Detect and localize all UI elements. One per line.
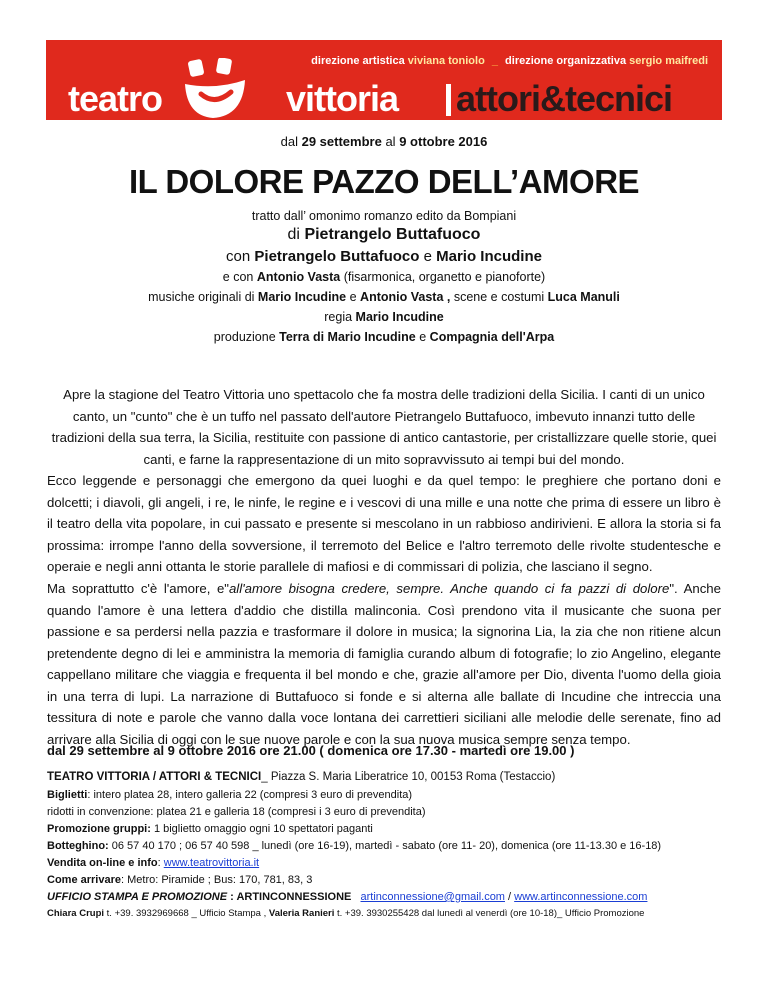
venue-line xyxy=(47,771,555,783)
production-and: e xyxy=(419,330,427,344)
boxoffice-text: 06 57 40 170 ; 06 57 40 598 _ lunedì (ore 16-19), martedì - sabato (ore 11- 20), domenica (ore 11-13.30 e 16-18) xyxy=(108,840,662,852)
press-sep: / xyxy=(504,891,515,903)
transport-text: : Metro: Piramide ; Bus: 170, 781, 83, 3 xyxy=(121,874,313,886)
box-office-line xyxy=(47,840,661,852)
smiley-logo-icon xyxy=(181,58,251,120)
direction-name: Mario Incudine xyxy=(355,310,444,324)
contact-1-name: Chiara Crupi xyxy=(47,908,105,919)
paragraph-3 xyxy=(47,578,721,750)
cast2-pre: e con xyxy=(222,270,254,284)
online-sales-line xyxy=(47,857,259,869)
press-label: UFFICIO STAMPA E PROMOZIONE xyxy=(47,891,228,903)
press-office-line xyxy=(47,891,647,903)
credits-line xyxy=(40,290,728,304)
online-label: Vendita on-line e info xyxy=(47,857,158,869)
dates-pre: dal xyxy=(280,134,298,149)
credits-separator: _ xyxy=(491,55,498,67)
cast2-name: Antonio Vasta xyxy=(256,270,341,284)
sets-name: Luca Manuli xyxy=(547,290,620,304)
para3-start: Ma soprattutto c'è l'amore, e" xyxy=(47,581,229,596)
cast2-role: (fisarmonica, organetto e pianoforte) xyxy=(343,270,546,284)
cast-pre: con xyxy=(226,248,251,265)
contacts-line xyxy=(47,908,644,919)
date-from: 29 settembre xyxy=(301,134,382,149)
artinconnessione-link[interactable]: www.artinconnessione.com xyxy=(514,891,648,903)
credits-name-1: viviana toniolo xyxy=(407,55,485,67)
logo-teatro: teatro xyxy=(68,78,163,119)
production-2: Compagnia dell'Arpa xyxy=(429,330,555,344)
production-1: Terra di Mario Incudine xyxy=(279,330,416,344)
cast-line xyxy=(40,248,728,265)
groups-text: 1 biglietto omaggio ogni 10 spettatori paganti xyxy=(150,823,373,835)
intro-paragraph: Apre la stagione del Teatro Vittoria uno spettacolo che fa mostra delle tradizioni della Sicilia. I canti di un unico canto, un "cunto" che è un tuffo nel passato dell'autore Pietrangelo Buttafuoco, imbevuto innanzi tutto delle tradizioni della sua terra, la Sicilia, restituite con passione di antico cantastorie, per cristallizzare quelle storie, quei canti, e farne la rappresentazione di un mito sopravvissuto ai tempi bui del mondo. xyxy=(51,387,717,467)
groups-label: Promozione gruppi: xyxy=(47,823,151,835)
source-novel: tratto dall’ omonimo romanzo edito da Bompiani xyxy=(251,209,517,223)
paragraph-2: Ecco leggende e personaggi che emergono da quei luoghi e da quel tempo: le preghiere che portano doni e dolcetti; i diavoli, gli angeli, i re, le ninfe, le regine e i vescovi di una mille e una notte che prima di essere un libro è il teatro della vita popolare, in cui passato e presente si mescolano in un rabbioso andirivieni. E allora la storia si fa prossima: irrompe l'anno della sovversione, il terremoto del Belice e l'altro terremoto delle rivolte studentesche e operaie e negli anni ottanta le storie parallele di mafiosi e di commissari di polizia, che lasciano il segno. xyxy=(47,473,721,574)
logo-attori-tecnici: attori&tecnici xyxy=(456,78,673,119)
music-2: Antonio Vasta , xyxy=(360,290,451,304)
contact-2-name: Valeria Ranieri xyxy=(268,908,335,919)
venue-address: _ Piazza S. Maria Liberatrice 10, 00153 Roma (Testaccio) xyxy=(261,771,556,783)
contact-1-text: t. +39. 3932969668 _ Ufficio Stampa , xyxy=(104,908,267,919)
tickets-label: Biglietti xyxy=(47,789,88,801)
para3-quote: all'amore bisogna credere, sempre. Anche quando ci fa pazzi di dolore xyxy=(228,581,670,596)
credits-label-1: direzione artistica xyxy=(311,55,405,67)
author-name: Pietrangelo Buttafuoco xyxy=(304,226,481,243)
directions-line xyxy=(47,874,312,886)
transport-label: Come arrivare xyxy=(47,874,121,886)
author-line xyxy=(40,226,728,244)
direction-pre: regia xyxy=(324,310,353,324)
author-pre: di xyxy=(287,226,300,243)
contact-2-text: t. +39. 3930255428 dal lunedì al venerdì (ore 10-18)_ Ufficio Promozione xyxy=(334,908,645,919)
cast-1: Pietrangelo Buttafuoco xyxy=(254,248,420,265)
teatrovittoria-link[interactable]: www.teatrovittoria.it xyxy=(163,857,260,869)
music-and: e xyxy=(349,290,357,304)
credits-label-2: direzione organizzativa xyxy=(505,55,627,67)
sets-pre: scene e costumi xyxy=(453,290,545,304)
production-pre: produzione xyxy=(213,330,276,344)
banner-credits xyxy=(311,55,708,67)
dates-mid: al xyxy=(385,134,396,149)
logo-divider xyxy=(446,84,451,116)
music-1: Mario Incudine xyxy=(257,290,347,304)
reduced-tickets-line: ridotti in convenzione: platea 21 e galleria 18 (compresi i 3 euro di prevendita) xyxy=(47,806,426,818)
cast-and: e xyxy=(423,248,432,265)
run-dates xyxy=(40,134,728,149)
para3-end: ". Anche quando l'amore è una lettera d'addio che distilla malinconia. Così prendono vita il musicante che suona per passione e sa perdersi nella pazzia e trasformare il dolore in musica; la signorina Lia, la zia che non ritiene alcun pretendente degno di lei e amministra la memoria di famiglia curando album di fotografie; lo zio Angelino, elegante cappellano militare che viaggia e frequenta il bel mondo e che, grazie all'amore per Dio, diventa l'uomo della gioia in una terra di lupi. La narrazione di Buttafuoco si fonde e si alterna alle ballate di Incudine che intreccia una tessitura di note e parole che vanno dalla voce lontana dei carrettieri siciliani alle melodie delle serenate, fino ad arrivare alla Sicilia di oggi con le sue nuove parole e con la sua nuova musica sempre senza tempo. xyxy=(47,581,721,747)
venue-name: TEATRO VITTORIA / ATTORI & TECNICI xyxy=(47,771,262,783)
press-email-link[interactable]: artinconnessione@gmail.com xyxy=(360,891,505,903)
cast-2: Mario Incudine xyxy=(436,248,542,265)
press-org: : ARTINCONNESSIONE xyxy=(227,891,352,903)
direction-line xyxy=(40,310,728,324)
tickets-line xyxy=(47,789,412,801)
tickets-text: : intero platea 28, intero galleria 22 (compresi 3 euro di prevendita) xyxy=(87,789,413,801)
show-title: IL DOLORE PAZZO DELL’AMORE xyxy=(128,163,640,200)
music-pre: musiche originali di xyxy=(148,290,255,304)
online-sep: : xyxy=(157,857,164,869)
date-to: 9 ottobre 2016 xyxy=(399,134,488,149)
logo-vittoria: vittoria xyxy=(286,78,399,119)
cast-secondary xyxy=(40,270,728,284)
boxoffice-label: Botteghino: xyxy=(47,840,109,852)
group-promo-line xyxy=(47,823,373,835)
header-banner xyxy=(46,40,722,120)
credits-name-2: sergio maifredi xyxy=(629,55,708,67)
schedule-line: dal 29 settembre al 9 ottobre 2016 ore 21.00 ( domenica ore 17.30 - martedì ore 19.00 ) xyxy=(47,743,575,758)
production-line xyxy=(40,330,728,344)
